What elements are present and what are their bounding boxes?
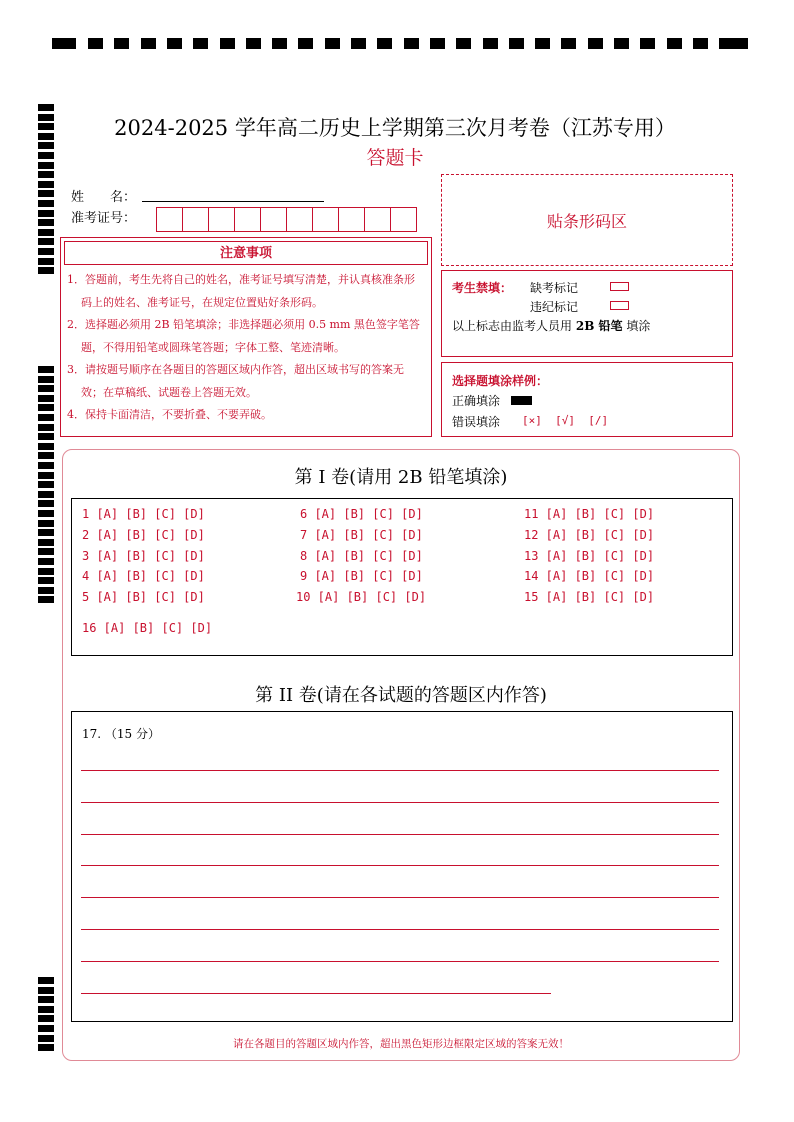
mc-question[interactable]: 10 [A] [B] [C] [D] [296,590,427,605]
id-digit-box[interactable] [312,207,339,232]
mc-question[interactable]: 14 [A] [B] [C] [D] [524,569,655,584]
timing-mark [456,38,471,49]
timing-mark [38,1006,54,1013]
mc-question[interactable]: 16 [A] [B] [C] [D] [82,621,213,635]
forbid-note-bold: 2B 铅笔 [575,319,623,333]
id-number-boxes[interactable] [156,207,416,232]
timing-mark [38,114,54,121]
answer-line[interactable] [81,834,719,835]
correct-fill-sample [511,396,532,405]
id-digit-box[interactable] [286,207,313,232]
name-label: 姓 名： [71,190,137,205]
timing-mark [38,472,54,479]
id-digit-box[interactable] [208,207,235,232]
part1-title: 第 I 卷(请用 2B 铅笔填涂) [294,467,508,488]
id-digit-box[interactable] [390,207,417,232]
forbid-note-end: 填涂 [626,319,651,333]
sample-title: 选择题填涂样例： [452,374,549,388]
answer-line[interactable] [81,961,719,962]
timing-mark [220,38,235,49]
timing-mark [38,1015,54,1022]
timing-mark [38,162,54,169]
footer-note: 请在各题目的答题区域内作答，超出黑色矩形边框限定区域的答案无效！ [233,1038,569,1050]
timing-mark [38,987,54,994]
mc-question[interactable]: 4 [A] [B] [C] [D] [82,569,205,584]
wrong-fill-samples: [×] [√] [/] [522,414,609,427]
forbid-panel [441,270,733,357]
timing-mark [693,38,708,49]
timing-mark [377,38,392,49]
timing-mark [38,529,54,536]
mc-question[interactable]: 13 [A] [B] [C] [D] [524,548,655,563]
timing-mark [38,548,54,555]
mc-question[interactable]: 15 [A] [B] [C] [D] [524,590,655,605]
timing-mark [38,366,54,373]
timing-mark [404,38,419,49]
mc-question[interactable]: 11 [A] [B] [C] [D] [524,507,655,521]
name-field[interactable] [142,201,324,202]
mc-question[interactable]: 8 [A] [B] [C] [D] [300,548,423,563]
answer-line[interactable] [81,993,551,994]
timing-mark [52,38,76,49]
forbid-note [452,317,650,334]
answer-line[interactable] [81,865,719,866]
id-digit-box[interactable] [364,207,391,232]
timing-mark [38,452,54,459]
mc-question[interactable]: 6 [A] [B] [C] [D] [300,507,423,521]
timing-mark [38,123,54,130]
timing-mark [246,38,261,49]
forbid-note-text: 以上标志由监考人员用 [452,319,573,333]
timing-mark [38,385,54,392]
notice-item: 3．请按题号顺序在各题目的答题区域内作答，超出区域书写的答案无效；在草稿纸、试题卷上答题无效。 [67,363,404,399]
timing-mark [38,491,54,498]
mc-question[interactable]: 9 [A] [B] [C] [D] [300,569,423,584]
timing-mark [38,190,54,197]
mc-question[interactable]: 5 [A] [B] [C] [D] [82,590,205,605]
fill-sample-panel [441,362,733,437]
timing-mark [38,587,54,594]
timing-mark [38,395,54,402]
id-digit-box[interactable] [260,207,287,232]
correct-fill-label: 正确填涂 [452,394,501,408]
part2-title: 第 II 卷(请在各试题的答题区内作答) [255,685,547,706]
notice-item: 4．保持卡面清洁，不要折叠、不要弄破。 [67,408,272,421]
timing-mark [325,38,340,49]
mc-question[interactable]: 1 [A] [B] [C] [D] [82,507,205,521]
page-subtitle: 答题卡 [366,147,424,169]
mc-question[interactable]: 2 [A] [B] [C] [D] [82,527,205,542]
essay-box [71,711,733,1022]
timing-mark [38,1044,54,1051]
timing-mark [38,596,54,603]
timing-mark [38,539,54,546]
barcode-area [441,174,733,266]
timing-mark [38,133,54,140]
timing-mark [38,229,54,236]
timing-mark [298,38,313,49]
timing-mark [38,376,54,383]
timing-mark [167,38,182,49]
id-digit-box[interactable] [156,207,183,232]
top-timing-marks [52,38,752,52]
timing-mark [38,1025,54,1032]
wrong-fill-label: 错误填涂 [452,415,501,429]
timing-mark [38,142,54,149]
timing-mark [141,38,156,49]
answer-line[interactable] [81,929,719,930]
answer-line[interactable] [81,770,719,771]
timing-mark [724,38,748,49]
timing-mark [38,171,54,178]
page-title: 2024-2025 学年高二历史上学期第三次月考卷（江苏专用） [114,116,676,140]
timing-mark [38,443,54,450]
timing-mark [88,38,103,49]
timing-mark [38,558,54,565]
timing-mark [38,510,54,517]
timing-mark [38,152,54,159]
id-digit-box[interactable] [234,207,261,232]
timing-mark [588,38,603,49]
timing-mark [351,38,366,49]
id-digit-box[interactable] [338,207,365,232]
question-17-label: 17. （15 分） [82,727,160,741]
timing-mark [640,38,655,49]
notice-item: 1．答题前，考生先将自己的姓名，准考证号填写清楚，并认真核准条形码上的姓名、准考证号，在规定位置贴好条形码。 [67,273,415,309]
answer-line[interactable] [81,802,719,803]
timing-mark [667,38,682,49]
timing-mark [38,424,54,431]
timing-mark [509,38,524,49]
timing-mark [38,404,54,411]
multiple-choice-box [71,498,733,656]
id-label: 准考证号： [71,211,137,226]
timing-mark [38,219,54,226]
mc-question[interactable]: 7 [A] [B] [C] [D] [300,527,423,542]
timing-mark [38,200,54,207]
timing-mark [614,38,629,49]
timing-mark [38,481,54,488]
answer-line[interactable] [81,897,719,898]
timing-mark [38,500,54,507]
timing-mark [38,267,54,274]
timing-mark [193,38,208,49]
timing-mark [535,38,550,49]
forbid-label: 考生禁填： [452,281,513,295]
timing-mark [38,104,54,111]
absent-mark-label: 缺考标记 [530,281,579,295]
timing-mark [38,210,54,217]
timing-mark [38,414,54,421]
timing-mark [561,38,576,49]
timing-mark [38,996,54,1003]
timing-mark [38,238,54,245]
mc-question[interactable]: 12 [A] [B] [C] [D] [524,527,655,542]
timing-mark [38,462,54,469]
timing-mark [114,38,129,49]
timing-mark [38,568,54,575]
violation-mark-box[interactable] [610,301,629,310]
timing-mark [38,181,54,188]
timing-mark [38,577,54,584]
timing-mark [38,1035,54,1042]
absent-mark-box[interactable] [610,282,629,291]
mc-question[interactable]: 3 [A] [B] [C] [D] [82,548,205,563]
timing-mark [272,38,287,49]
notice-item: 2．选择题必须用 2B 铅笔填涂；非选择题必须用 0.5 mm 黑色签字笔答题，不得用铅笔或圆珠笔答题；字体工整、笔迹清晰。 [67,318,420,354]
notice-list [61,265,431,427]
timing-mark [38,248,54,255]
timing-mark [483,38,498,49]
timing-mark [38,977,54,984]
barcode-label: 贴条形码区 [546,211,627,231]
id-digit-box[interactable] [182,207,209,232]
timing-mark [430,38,445,49]
timing-mark [38,520,54,527]
timing-mark [38,433,54,440]
timing-mark [38,258,54,265]
notice-heading: 注意事项 [64,241,428,265]
notice-panel [60,237,432,437]
violation-mark-label: 违纪标记 [530,300,579,314]
